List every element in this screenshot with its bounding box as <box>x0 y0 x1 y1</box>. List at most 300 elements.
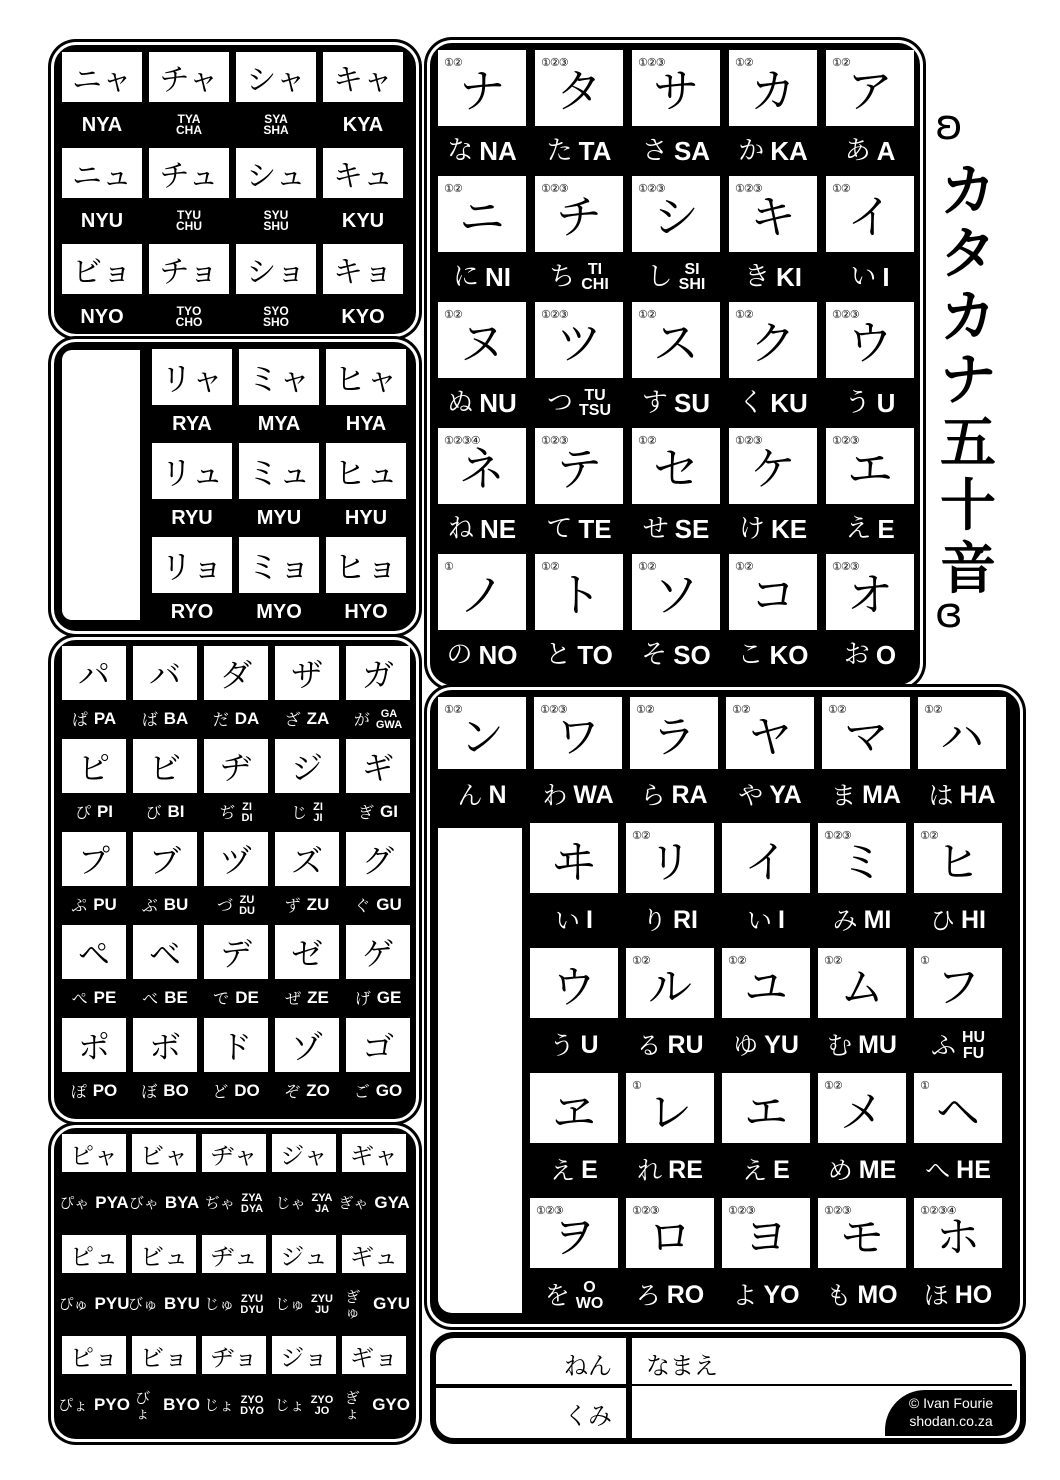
hiragana-label: ぎ <box>358 802 375 822</box>
kana-reading <box>198 1172 270 1235</box>
kana-card <box>275 925 339 979</box>
kana-reading <box>814 1268 910 1323</box>
kana-reading <box>200 793 272 832</box>
stroke-order-icon: ①②③ <box>824 1204 851 1217</box>
katakana-char: ク <box>750 316 796 370</box>
katakana-char: コ <box>750 568 796 622</box>
kana-card <box>346 925 410 979</box>
kana-card <box>632 428 720 504</box>
hiragana-label: さ <box>641 135 668 166</box>
credit-site[interactable]: shodan.co.za <box>909 1413 993 1429</box>
romaji-label: NU <box>479 387 517 418</box>
stroke-order-icon: ①② <box>735 56 753 69</box>
stroke-order-icon: ①②③ <box>638 182 665 195</box>
kana-card <box>626 823 714 893</box>
stroke-order-icon: ①②③ <box>541 308 568 321</box>
kana-reading <box>128 1172 200 1235</box>
romaji-label: GE <box>376 988 402 1008</box>
kana-card <box>346 739 410 793</box>
katakana-char: キ <box>750 190 796 244</box>
hiragana-label: ぢゃ <box>204 1194 235 1213</box>
hiragana-label: びゃ <box>128 1194 159 1213</box>
romaji-label: ZYA JA <box>311 1192 333 1215</box>
katakana-char: ツ <box>556 316 602 370</box>
kana-card <box>729 176 817 252</box>
kana-reading <box>628 126 724 176</box>
katakana-char: ビョ <box>72 255 132 290</box>
katakana-char: モ <box>840 1212 884 1263</box>
kana-reading <box>434 504 530 554</box>
romaji-label: PYO <box>94 1395 130 1415</box>
kana-reading <box>531 630 627 680</box>
stroke-order-icon: ① <box>444 560 453 573</box>
kana-reading <box>531 252 627 302</box>
katakana-char: チュ <box>159 159 219 194</box>
hiragana-label: そ <box>641 639 668 670</box>
kana-card <box>438 428 526 504</box>
kana-card <box>202 1134 266 1172</box>
kana-reading <box>338 1172 410 1235</box>
kana-card <box>62 832 126 886</box>
kana-card <box>818 823 906 893</box>
stroke-order-icon: ①②③ <box>540 703 567 716</box>
romaji-label: TU TSU <box>579 386 611 419</box>
katakana-char: ロ <box>648 1212 692 1263</box>
katakana-char: ピャ <box>70 1141 118 1170</box>
katakana-char: リ <box>648 837 692 888</box>
romaji-label: E <box>581 1155 598 1184</box>
katakana-char: マ <box>844 712 888 763</box>
kana-reading <box>271 793 343 832</box>
katakana-char: グ <box>361 842 394 880</box>
kana-card <box>62 1235 126 1273</box>
kana-reading <box>342 979 414 1018</box>
kana-card <box>530 1073 618 1143</box>
katakana-char: ノ <box>459 568 505 622</box>
hiragana-label: ぎゃ <box>338 1194 369 1213</box>
kana-reading <box>434 378 530 428</box>
stroke-order-icon: ①②③ <box>832 434 859 447</box>
kana-reading <box>822 630 918 680</box>
kana-card <box>826 428 914 504</box>
romaji-label: I <box>586 905 593 934</box>
hiragana-label: ぎょ <box>344 1389 360 1422</box>
katakana-char: ケ <box>750 442 796 496</box>
kana-card <box>149 52 229 102</box>
kana-reading <box>526 893 622 948</box>
kana-reading <box>531 378 627 428</box>
katakana-char: チ <box>556 190 602 244</box>
kana-card <box>818 1198 906 1268</box>
kana-reading <box>434 252 530 302</box>
kana-card <box>342 1134 406 1172</box>
katakana-char: ザ <box>290 656 323 694</box>
stroke-order-icon: ①② <box>444 56 462 69</box>
kana-card <box>535 302 623 378</box>
romaji-label: SYU SHU <box>263 207 289 233</box>
romaji-label: MYA <box>257 412 301 435</box>
kana-reading <box>235 593 323 631</box>
romaji-label: PA <box>93 709 117 729</box>
hiragana-label: ぴゅ <box>58 1295 89 1314</box>
kana-card <box>272 1336 336 1374</box>
romaji-label: YU <box>764 1030 799 1059</box>
katakana-char: チョ <box>159 255 219 290</box>
katakana-char: ス <box>653 316 699 370</box>
katakana-char: ヅ <box>219 842 252 880</box>
hiragana-label: ぱ <box>71 709 88 729</box>
katakana-char: ヨ <box>744 1212 788 1263</box>
kana-reading <box>814 893 910 948</box>
romaji-label: BYO <box>163 1395 200 1415</box>
kana-card <box>632 50 720 126</box>
kana-card <box>323 52 403 102</box>
kana-reading <box>271 886 343 925</box>
kana-reading <box>434 630 530 680</box>
katakana-char: イ <box>744 837 788 888</box>
stroke-order-icon: ①②③ <box>638 56 665 69</box>
nen-label: ねん <box>564 1352 612 1380</box>
katakana-char: ニュ <box>72 159 132 194</box>
hiragana-label: け <box>738 513 765 544</box>
stroke-order-icon: ①②③ <box>728 1204 755 1217</box>
kana-card <box>202 1336 266 1374</box>
kana-card <box>722 948 810 1018</box>
stroke-order-icon: ①② <box>732 703 750 716</box>
katakana-char: ミュ <box>247 454 311 492</box>
kana-card <box>133 646 197 700</box>
kana-reading <box>530 769 626 823</box>
kana-card <box>826 302 914 378</box>
romaji-label: HYU <box>344 506 388 529</box>
kana-reading <box>910 893 1006 948</box>
romaji-label: NYU <box>80 209 124 232</box>
katakana-char: ビョ <box>140 1343 188 1372</box>
katakana-char: ゾ <box>290 1028 323 1066</box>
hiragana-label: う <box>549 1030 575 1060</box>
kana-card <box>275 1018 339 1072</box>
stroke-order-icon: ①② <box>541 560 559 573</box>
hiragana-label: か <box>738 135 765 166</box>
romaji-label: RYA <box>172 412 212 435</box>
romaji-label: TYA CHA <box>176 111 202 137</box>
romaji-label: SI SHI <box>678 260 706 293</box>
kana-card <box>272 1134 336 1172</box>
kana-card <box>204 1018 268 1072</box>
hiragana-label: わ <box>542 781 568 811</box>
katakana-char: ナ <box>459 64 505 118</box>
kana-card <box>918 697 1006 769</box>
kana-card <box>438 176 526 252</box>
hiragana-label: ゆ <box>733 1030 759 1060</box>
katakana-char: ヂャ <box>210 1141 258 1170</box>
romaji-label: HA <box>959 781 996 810</box>
katakana-char: ピュ <box>70 1242 118 1271</box>
hiragana-label: べ <box>142 988 159 1008</box>
kana-reading <box>822 504 918 554</box>
katakana-char: シャ <box>246 63 306 98</box>
katakana-char: ヱ <box>552 1087 596 1138</box>
katakana-char: ビュ <box>140 1242 188 1271</box>
kana-reading <box>910 1268 1006 1323</box>
hiragana-label: に <box>452 261 479 292</box>
hiragana-label: り <box>641 905 667 935</box>
hiragana-label: ぴ <box>74 802 91 822</box>
kana-reading <box>232 198 320 244</box>
katakana-char: リャ <box>160 360 224 398</box>
romaji-label: ZU DU <box>239 894 255 917</box>
kana-card <box>133 925 197 979</box>
kana-card <box>346 832 410 886</box>
stroke-order-icon: ①②③ <box>735 434 762 447</box>
katakana-char: ボ <box>148 1028 181 1066</box>
romaji-label: DO <box>234 1081 260 1101</box>
kana-reading <box>910 1018 1006 1073</box>
katakana-char: カ <box>750 64 796 118</box>
kana-card <box>204 925 268 979</box>
katakana-char: デ <box>219 935 252 973</box>
kana-reading <box>58 979 130 1018</box>
romaji-label: O WO <box>575 1279 604 1312</box>
title-char: 五 <box>940 410 996 476</box>
stroke-order-icon: ①②③④ <box>444 434 480 447</box>
katakana-char: ジュ <box>280 1242 328 1271</box>
kana-card <box>729 50 817 126</box>
katakana-char: ソ <box>653 568 699 622</box>
kana-card <box>202 1235 266 1273</box>
stroke-order-icon: ①②③④ <box>920 1204 956 1217</box>
hiragana-label: む <box>827 1030 853 1060</box>
katakana-char: テ <box>556 442 602 496</box>
katakana-char: キュ <box>333 159 393 194</box>
katakana-char: ダ <box>219 656 252 694</box>
hiragana-label: き <box>743 261 770 292</box>
katakana-char: ゴ <box>361 1028 394 1066</box>
romaji-label: MYU <box>256 506 302 529</box>
hiragana-label: づ <box>217 895 234 915</box>
romaji-label: TYU CHU <box>176 207 202 233</box>
kana-reading <box>58 294 146 340</box>
romaji-label: KO <box>769 639 809 670</box>
kana-card <box>326 349 406 405</box>
romaji-label: MI <box>863 905 892 934</box>
kana-reading <box>622 1018 718 1073</box>
katakana-char: ヒョ <box>333 548 398 586</box>
kana-reading <box>58 700 130 739</box>
kana-card <box>914 1198 1002 1268</box>
blank-area <box>62 350 140 620</box>
katakana-char: イ <box>847 190 893 244</box>
kana-card <box>342 1235 406 1273</box>
kana-reading <box>129 1072 201 1111</box>
kana-card <box>133 739 197 793</box>
hiragana-label: い <box>555 905 581 935</box>
stroke-order-icon: ① <box>920 954 929 967</box>
romaji-label: TO <box>577 639 613 670</box>
kana-reading <box>268 1273 340 1336</box>
kana-card <box>534 697 622 769</box>
hiragana-label: い <box>850 261 877 292</box>
romaji-label: NYA <box>81 113 123 136</box>
katakana-char: ポ <box>77 1028 110 1066</box>
hiragana-label: ほ <box>923 1280 949 1310</box>
romaji-label: DE <box>235 988 259 1008</box>
kana-reading <box>526 1143 622 1198</box>
kana-card <box>438 697 526 769</box>
kana-reading <box>725 504 821 554</box>
katakana-char: ブ <box>148 842 181 880</box>
kana-card <box>62 739 126 793</box>
kana-card <box>323 148 403 198</box>
stroke-order-icon: ①② <box>832 56 850 69</box>
stroke-order-icon: ①② <box>444 308 462 321</box>
katakana-char: ガ <box>361 656 394 694</box>
kana-card <box>530 1198 618 1268</box>
romaji-label: ZI JI <box>313 801 323 824</box>
kana-reading <box>200 1072 272 1111</box>
kana-reading <box>58 1273 130 1336</box>
kana-card <box>149 148 229 198</box>
kana-card <box>632 302 720 378</box>
hiragana-label: ふ <box>930 1030 956 1060</box>
katakana-char: エ <box>847 442 893 496</box>
kana-reading <box>198 1273 270 1336</box>
hiragana-label: な <box>447 135 474 166</box>
romaji-label: N <box>488 781 507 810</box>
kana-card <box>818 1073 906 1143</box>
katakana-char: ヒュ <box>333 454 398 492</box>
hiragana-label: じゃ <box>275 1194 306 1213</box>
hiragana-label: ん <box>457 781 483 811</box>
hiragana-label: た <box>546 135 573 166</box>
hiragana-label: て <box>546 513 573 544</box>
katakana-char: ヲ <box>552 1212 596 1263</box>
stroke-order-icon: ①② <box>824 1079 842 1092</box>
romaji-label: ZYU DYU <box>240 1293 264 1316</box>
kana-reading <box>319 198 407 244</box>
kana-reading <box>338 1273 410 1336</box>
katakana-char: ギャ <box>350 1141 398 1170</box>
kana-card <box>62 925 126 979</box>
hiragana-label: へ <box>925 1155 951 1185</box>
romaji-label: NO <box>478 639 518 670</box>
romaji-label: RU <box>667 1030 704 1059</box>
katakana-char: ミョ <box>247 548 311 586</box>
stroke-order-icon: ①② <box>832 182 850 195</box>
katakana-char: ル <box>648 962 692 1013</box>
kana-reading <box>622 893 718 948</box>
romaji-label: HE <box>956 1155 991 1184</box>
kana-card <box>438 302 526 378</box>
credit-badge <box>885 1390 1017 1436</box>
katakana-char: ヂュ <box>210 1242 258 1271</box>
kana-card <box>236 52 316 102</box>
stroke-order-icon: ①②③ <box>541 56 568 69</box>
kana-reading <box>822 378 918 428</box>
hiragana-label: あ <box>844 135 871 166</box>
romaji-label: YO <box>763 1280 800 1309</box>
katakana-char: ゲ <box>361 935 394 973</box>
katakana-char: ズ <box>290 842 323 880</box>
hiragana-label: え <box>742 1155 768 1185</box>
ornament-bottom-icon: ɞ <box>935 588 963 637</box>
kana-card <box>826 176 914 252</box>
kana-reading <box>58 1172 130 1235</box>
kana-card <box>630 697 718 769</box>
kana-card <box>326 537 406 593</box>
title-char: 十 <box>940 473 996 539</box>
hiragana-label: ぢ <box>219 802 236 822</box>
romaji-label: GYU <box>373 1294 410 1314</box>
romaji-label: RI <box>673 905 698 934</box>
kana-reading <box>232 102 320 148</box>
romaji-label: PYU <box>94 1294 130 1314</box>
kana-reading <box>271 1072 343 1111</box>
kana-reading <box>725 378 821 428</box>
kana-reading <box>322 405 410 443</box>
kana-reading <box>322 593 410 631</box>
hiragana-label: ど <box>212 1081 229 1101</box>
katakana-char: ジャ <box>280 1141 328 1170</box>
romaji-label: MA <box>862 781 901 810</box>
hiragana-label: れ <box>637 1155 663 1185</box>
katakana-char: ト <box>556 568 602 622</box>
kana-card <box>726 697 814 769</box>
katakana-char: ヤ <box>748 712 792 763</box>
kana-reading <box>342 700 414 739</box>
kana-card <box>62 1134 126 1172</box>
title-char: ナ <box>940 347 996 413</box>
romaji-label: ME <box>858 1155 897 1184</box>
romaji-label: PI <box>96 802 114 822</box>
kana-reading <box>814 1018 910 1073</box>
kumi-label: くみ <box>564 1402 612 1430</box>
katakana-char: ン <box>460 712 504 763</box>
kana-reading <box>622 1268 718 1323</box>
katakana-char: シュ <box>246 159 306 194</box>
katakana-char: レ <box>648 1087 692 1138</box>
romaji-label: GYA <box>374 1193 410 1213</box>
romaji-label: E <box>773 1155 790 1184</box>
kana-reading <box>148 499 236 537</box>
credit-author: © Ivan Fourie <box>908 1395 994 1411</box>
hiragana-label: え <box>845 513 872 544</box>
romaji-label: KYU <box>341 209 385 232</box>
katakana-char: ビ <box>148 749 181 787</box>
kana-reading <box>718 1018 814 1073</box>
hiragana-label: ろ <box>635 1280 661 1310</box>
katakana-char: フ <box>936 962 980 1013</box>
hiragana-label: ぬ <box>447 387 474 418</box>
katakana-char: ム <box>840 962 884 1013</box>
katakana-char: ベ <box>148 935 181 973</box>
kana-card <box>236 148 316 198</box>
kana-reading <box>200 886 272 925</box>
romaji-label: RA <box>671 781 708 810</box>
hiragana-label: ね <box>447 513 474 544</box>
romaji-label: TA <box>578 135 612 166</box>
kana-reading <box>58 1374 130 1437</box>
hiragana-label: え <box>550 1155 576 1185</box>
hiragana-label: じょ <box>274 1396 305 1415</box>
hiragana-label: ざ <box>284 709 301 729</box>
kana-card <box>818 948 906 1018</box>
hiragana-label: じゅ <box>274 1295 305 1314</box>
romaji-label: RYO <box>170 600 214 623</box>
romaji-label: PU <box>93 895 117 915</box>
katakana-char: ペ <box>77 935 110 973</box>
kana-reading <box>198 1374 270 1437</box>
